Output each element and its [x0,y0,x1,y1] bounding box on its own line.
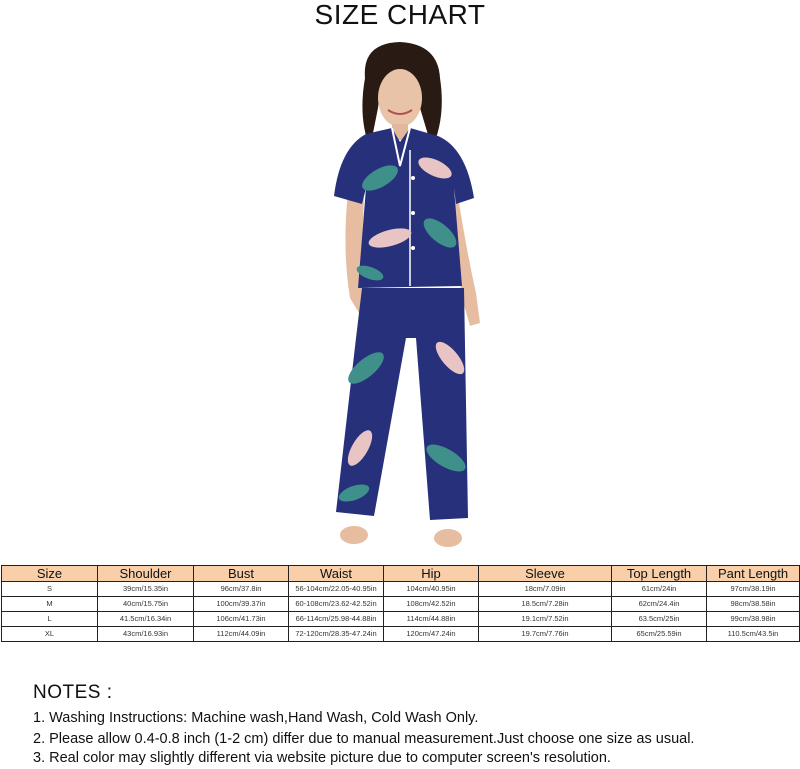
cell-size: M [2,597,98,612]
model-left-foot [340,526,368,544]
cell-hip: 114cm/44.88in [384,612,479,627]
cell-sleeve: 18cm/7.09in [479,582,612,597]
cell-hip: 120cm/47.24in [384,627,479,642]
cell-sleeve: 19.1cm/7.52in [479,612,612,627]
table-row [2,612,800,627]
cell-waist: 56-104cm/22.05-40.95in [289,582,384,597]
cell-top-length: 62cm/24.4in [612,597,707,612]
cell-size: L [2,612,98,627]
note-item: 2. Please allow 0.4-0.8 inch (1-2 cm) differ due to manual measurement.Just choose one size as usual. [33,731,695,747]
cell-top-length: 63.5cm/25in [612,612,707,627]
cell-top-length: 65cm/25.59in [612,627,707,642]
cell-top-length: 61cm/24in [612,582,707,597]
cell-sleeve: 18.5cm/7.28in [479,597,612,612]
cell-size: XL [2,627,98,642]
cell-shoulder: 39cm/15.35in [98,582,194,597]
cell-bust: 106cm/41.73in [194,612,289,627]
cell-bust: 96cm/37.8in [194,582,289,597]
cell-waist: 72-120cm/28.35-47.24in [289,627,384,642]
table-header-row [2,566,800,582]
header-bust: Bust [194,566,289,582]
cell-pant-length: 97cm/38.19in [707,582,800,597]
page-title: SIZE CHART [314,0,486,30]
header-hip: Hip [384,566,479,582]
table-row [2,627,800,642]
header-size: Size [2,566,98,582]
cell-shoulder: 40cm/15.75in [98,597,194,612]
cell-shoulder: 41.5cm/16.34in [98,612,194,627]
header-shoulder: Shoulder [98,566,194,582]
table-row [2,597,800,612]
cell-pant-length: 110.5cm/43.5in [707,627,800,642]
cell-hip: 104cm/40.95in [384,582,479,597]
model-photo [270,38,510,558]
size-chart-table [1,565,800,642]
cell-pant-length: 98cm/38.58in [707,597,800,612]
notes-heading: NOTES : [33,682,113,703]
cell-waist: 66-114cm/25.98-44.88in [289,612,384,627]
header-top-length: Top Length [612,566,707,582]
cell-waist: 60-108cm/23.62-42.52in [289,597,384,612]
note-item: 1. Washing Instructions: Machine wash,Hand Wash, Cold Wash Only. [33,710,479,726]
cell-sleeve: 19.7cm/7.76in [479,627,612,642]
note-item: 3. Real color may slightly different via website picture due to computer screen's resolution. [33,750,611,766]
cell-shoulder: 43cm/16.93in [98,627,194,642]
cell-size: S [2,582,98,597]
cell-hip: 108cm/42.52in [384,597,479,612]
cell-bust: 112cm/44.09in [194,627,289,642]
model-face [378,69,422,127]
model-right-foot [434,529,462,547]
cell-bust: 100cm/39.37in [194,597,289,612]
cell-pant-length: 99cm/38.98in [707,612,800,627]
header-pant-length: Pant Length [707,566,800,582]
header-sleeve: Sleeve [479,566,612,582]
header-waist: Waist [289,566,384,582]
table-row [2,582,800,597]
